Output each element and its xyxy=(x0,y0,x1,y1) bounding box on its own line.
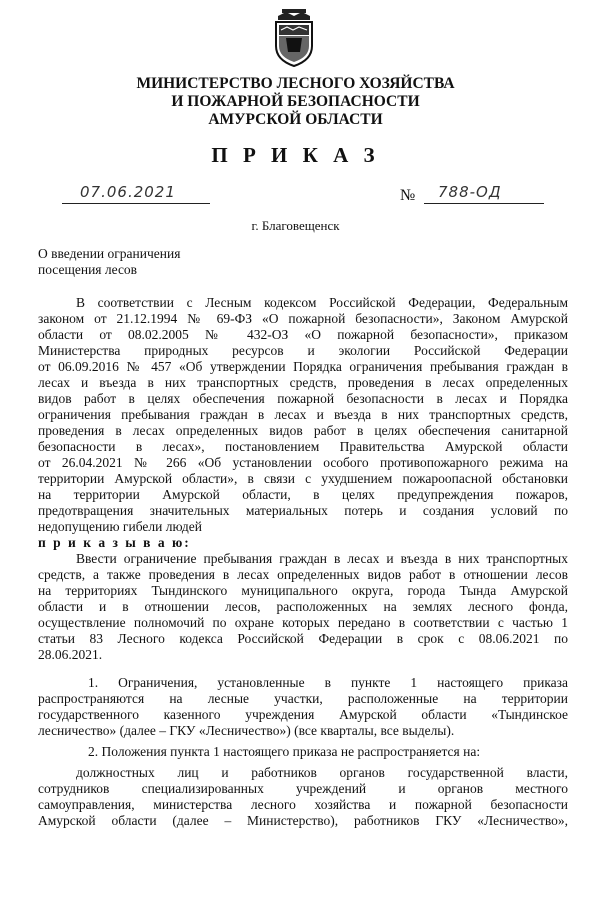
clause-2-line: Амурской области (далее – Министерство), работников ГКУ «Лесничество», xyxy=(38,813,568,828)
clause-2-title: 2. Положения пункта 1 настоящего приказа не распространяется на: xyxy=(88,744,481,759)
preamble-line: Министерства природных ресурсов и экологии Российской Федерации xyxy=(38,343,568,358)
handwritten-number: 788-ОД xyxy=(438,183,502,201)
date-underline xyxy=(62,203,210,204)
preamble-line: территории Амурской области», в связи с ухудшением пожароопасной обстановки xyxy=(38,471,568,486)
number-sign: № xyxy=(400,187,416,204)
clause-main-line: статьи 83 Лесного кодекса Российской Федерации в срок с 08.06.2021 по xyxy=(38,631,568,646)
preamble-line: предотвращения значительных материальных потерь и создания условий по xyxy=(38,503,568,518)
preamble-line: на территории Амурской области, в целях предупреждения пожаров, xyxy=(38,487,568,502)
coat-of-arms-icon xyxy=(272,8,316,68)
preamble-line: от 26.04.2021 № 266 «Об установлении особого противопожарного режима на xyxy=(38,455,568,470)
subject-line: О введении ограничения xyxy=(38,246,181,261)
document-title: П Р И К А З xyxy=(211,143,380,167)
preamble-line: лесах и въезда в них транспортных средств, проведения в лесах определенных xyxy=(38,375,568,390)
clause-2-line: должностных лиц и работников органов государственной власти, xyxy=(76,765,568,780)
handwritten-date: 07.06.2021 xyxy=(80,183,176,201)
org-name-line2: И ПОЖАРНОЙ БЕЗОПАСНОСТИ xyxy=(171,93,420,110)
preamble-line: законом от 21.12.1994 № 69-ФЗ «О пожарной безопасности», Законом Амурской xyxy=(38,311,568,326)
clause-main-line: области и в отношении лесов, расположенных на землях лесного фонда, xyxy=(38,599,568,614)
clause-main-line: 28.06.2021. xyxy=(38,647,103,662)
subject-line: посещения лесов xyxy=(38,262,138,277)
clause-main-line: на территориях Тындинского муниципального округа, города Тында Амурской xyxy=(38,583,568,598)
clause-1-line: распространяются на лесные участки, расположенные на территории xyxy=(38,691,568,706)
preamble-line: проведения в лесах определенных видов работ в целях обеспечения санитарной xyxy=(38,423,568,438)
number-underline xyxy=(424,203,544,204)
preamble-line: области от 08.02.2005 № 432-ОЗ «О пожарной безопасности», приказом xyxy=(38,327,568,342)
clause-2-line: самоуправления, министерства лесного хозяйства и пожарной безопасности xyxy=(38,797,568,812)
preamble-line: ограничения пребывания граждан в лесах и въезда в них транспортных средств, xyxy=(38,407,568,422)
clause-main-line: Ввести ограничение пребывания граждан в лесах и въезда в них транспортных xyxy=(76,551,568,566)
clause-1-line: 1. Ограничения, установленные в пункте 1 настоящего приказа xyxy=(88,675,568,690)
order-word: п р и к а з ы в а ю: xyxy=(38,535,191,550)
org-name-line1: МИНИСТЕРСТВО ЛЕСНОГО ХОЗЯЙСТВА xyxy=(136,75,455,92)
clause-1-line: государственного казенного учреждения Амурской области «Тындинское xyxy=(38,707,568,722)
clause-1-line: лесничество» (далее – ГКУ «Лесничество») (все кварталы, все выделы). xyxy=(38,723,455,738)
preamble-line: безопасности в лесах», постановлением Правительства Амурской области xyxy=(38,439,568,454)
preamble-line: видов работ в целях обеспечения пожарной безопасности в лесах и Порядка xyxy=(38,391,568,406)
org-name-line3: АМУРСКОЙ ОБЛАСТИ xyxy=(208,111,383,128)
preamble-line: недопущению гибели людей xyxy=(38,519,202,534)
clause-main-line: средств, а также проведения в лесах определенных видов работ в отношении лесов xyxy=(38,567,568,582)
city-name: г. Благовещенск xyxy=(251,218,340,233)
clause-main-line: осуществление полномочий по охране которых передано в соответствии с частью 1 xyxy=(38,615,568,630)
preamble-line: от 06.09.2016 № 457 «Об утверждении Порядка ограничения пребывания граждан в xyxy=(38,359,568,374)
preamble-line: В соответствии с Лесным кодексом Российской Федерации, Федеральным xyxy=(76,295,568,310)
clause-2-line: сотрудников специализированных учреждений и органов местного xyxy=(38,781,568,796)
